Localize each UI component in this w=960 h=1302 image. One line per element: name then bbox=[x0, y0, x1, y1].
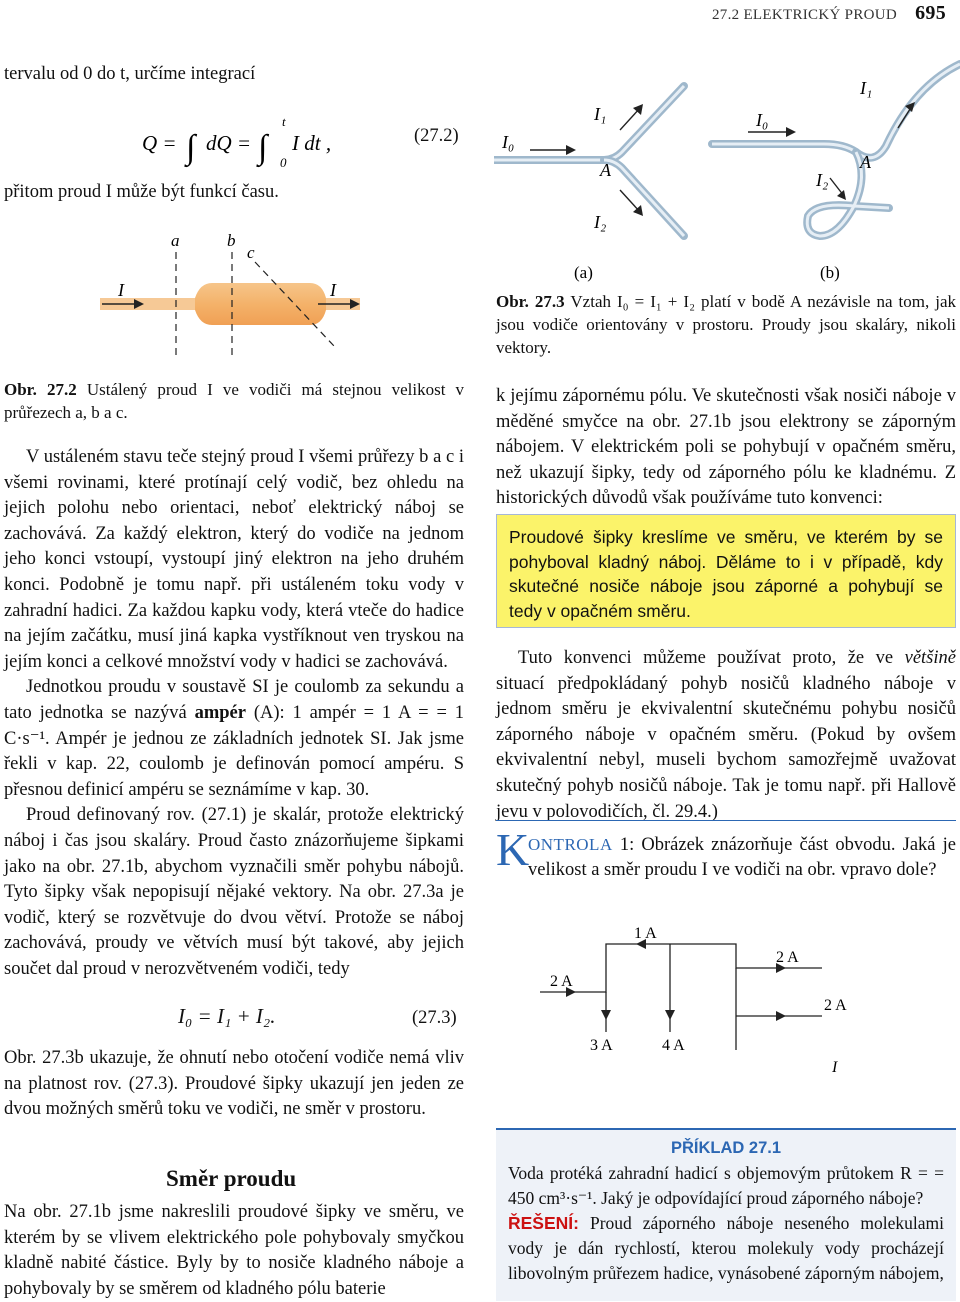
checkpoint-initial: K bbox=[496, 824, 530, 875]
svg-text:I₁: I₁ bbox=[594, 104, 607, 124]
svg-text:I₂: I₂ bbox=[816, 170, 829, 190]
example-title: PŘÍKLAD 27.1 bbox=[670, 1139, 782, 1157]
conductor-figure bbox=[100, 228, 360, 358]
solution: ŘEŠENÍ: Proud záporného náboje neseného molekulami vody je dán rychlostí, kterou molekuly vody procházejí libovolným průřezem hadice, vynásobené záporným nábojem, bbox=[508, 1213, 945, 1283]
svg-text:2 A: 2 A bbox=[550, 973, 573, 990]
figure-27-3-caption: Obr. 27.3 Vztah I₀ = I₁ + I₂ platí v bodě A nezávisle na tom, jak jsou vodiče orientovány v prostoru. Proudy jsou skaláry, nikoli vektory. bbox=[496, 292, 956, 357]
figure-27-2 bbox=[100, 228, 360, 358]
svg-text:(b): (b) bbox=[820, 263, 840, 282]
paragraph-negative-carriers: k jejímu zápornému pólu. Ve skutečnosti však nosiči náboje v měděné smyčce na obr. 27.1b jsou elektrony se záporným nábojem. V elektrickém poli se pohybují v opačném směru, než ukazují šipky, tedy od záporného pólu ke kladnému. Z historických důvodů však používáme tuto konvenci: bbox=[496, 386, 956, 509]
section-title: 27.2 ELEKTRICKÝ PROUD bbox=[711, 7, 898, 23]
label-I-left: I bbox=[118, 280, 124, 300]
junction-b bbox=[712, 64, 960, 282]
equation-27-3: I₀ = I₁ + I₂. bbox=[178, 1004, 276, 1028]
junction-figure bbox=[494, 56, 960, 286]
label-c: c bbox=[247, 243, 255, 262]
svg-text:∫: ∫ bbox=[186, 129, 196, 166]
svg-text:(a): (a) bbox=[574, 263, 593, 282]
paragraph-direction: Na obr. 27.1b jsme nakreslili proudové šipky ve směru, ve kterém by se vlivem elektrického pole pohybovaly smyčkou kladně nabité částice. Byly by to nosiče kladného náboje a pohybovaly by se směrem od kladného pólu baterie bbox=[4, 1202, 464, 1299]
example-box bbox=[496, 1128, 956, 1301]
equation-number-27-3: (27.3) bbox=[412, 1008, 457, 1028]
left-body bbox=[4, 445, 464, 982]
caption-label: Obr. 27.2 bbox=[4, 380, 77, 399]
svg-text:I₁: I₁ bbox=[860, 78, 873, 98]
intro-text: tervalu od 0 do t, určíme integrací bbox=[4, 64, 256, 84]
paragraph-scalar: Proud definovaný rov. (27.1) je skalár, protože elektrický náboj i čas jsou skaláry. Proud často znázorňujeme šipkami jako na obr. 27.1b, abychom vyznačili směr pohybu nábojů. Tyto šipky však nepopisují nějaké vektory. Na obr. 27.3a je vodič, který se rozvětvuje do dvou větví. Protože se náboj zachovává, proudy ve větvích musí být takové, aby jejich součet dal proud v nerozvětveném vodiči, tedy bbox=[4, 805, 464, 979]
lower-limit: 0 bbox=[280, 155, 287, 170]
paragraph-convention: Tuto konvenci můžeme používat proto, že ve většině situací předpokládaný pohyb nosičů kladného náboje v jednom směru je ekvivalentní skutečnému pohybu nosičů záporného náboje v opačném směru. (Pokud by ovšem ekvivalentní nebyl, museli bychom samozřejmě uvažovat skutečný pohyb nosičů náboje. Tak je tomu např. při Hallově jevu v polovodičích, čl. 29.4.) bbox=[496, 648, 956, 822]
svg-text:A: A bbox=[860, 152, 871, 172]
label-b: b bbox=[227, 231, 236, 250]
svg-text:A: A bbox=[600, 160, 611, 180]
equation-number-27-2: (27.2) bbox=[414, 126, 459, 146]
subheading-current-direction: Směr proudu bbox=[166, 1166, 297, 1191]
convention-box: Proudové šipky kreslíme ve směru, ve kterém by se pohyboval kladný náboj. Děláme to i v případě, kdy skutečné nosiče náboje jsou záporné a pohybují se tedy v opačném směru. bbox=[496, 514, 956, 628]
caption-text: Ustálený proud I ve vodiči má stejnou velikost v průřezech a, b a c. bbox=[4, 380, 465, 422]
svg-text:1 A: 1 A bbox=[634, 925, 657, 942]
svg-text:2 A: 2 A bbox=[776, 949, 799, 966]
circuit-diagram bbox=[540, 920, 880, 1080]
label-I-right: I bbox=[330, 280, 336, 300]
upper-limit: t bbox=[282, 114, 286, 129]
paragraph-ampere: Jednotkou proudu v soustavě SI je coulomb za sekundu a tato jednotka se nazývá ampér (A): 1 ampér = 1 A = = 1 C·s⁻¹. Ampér je jednou ze základních jednotek SI. Jak jsme řekli v kap. 22, coulomb je definován pomocí ampéru. S přesnou definicí ampéru se seznámíme v kap. 30. bbox=[4, 677, 464, 800]
svg-text:Q =: Q = bbox=[142, 131, 177, 155]
svg-text:2 A: 2 A bbox=[824, 997, 847, 1014]
page-number: 695 bbox=[915, 2, 946, 24]
svg-text:I dt ,: I dt , bbox=[292, 131, 332, 155]
svg-text:4 A: 4 A bbox=[662, 1037, 685, 1054]
example-text: Voda protéká zahradní hadicí s objemovým průtokem R = = 450 cm³·s⁻¹. Jaký je odpovídající proud záporného náboje? bbox=[508, 1163, 944, 1208]
thick-wire-section bbox=[195, 283, 326, 325]
paragraph-bending: Obr. 27.3b ukazuje, že ohnutí nebo otočení vodiče nemá vliv na platnost rov. (27.3). Proudové šipky ukazují jen jeden ze dvou možných směrů toku ve vodiči, ne směr v prostoru. bbox=[4, 1048, 464, 1120]
svg-text:∫: ∫ bbox=[258, 129, 268, 166]
svg-text:I₀: I₀ bbox=[502, 132, 515, 152]
circuit-svg bbox=[540, 920, 880, 1080]
svg-text:dQ =: dQ = bbox=[206, 131, 252, 155]
page-header bbox=[712, 2, 946, 25]
figure-27-3 bbox=[494, 56, 960, 286]
checkpoint-rule bbox=[496, 820, 956, 821]
junction-a bbox=[494, 86, 684, 282]
svg-text:I₀: I₀ bbox=[756, 110, 769, 130]
svg-text:I₂: I₂ bbox=[594, 212, 607, 232]
after-equation-text: přitom proud I může být funkcí času. bbox=[4, 182, 279, 202]
svg-text:3 A: 3 A bbox=[590, 1037, 613, 1054]
svg-text:I: I bbox=[832, 1059, 838, 1076]
label-a: a bbox=[171, 231, 180, 250]
figure-27-2-caption bbox=[4, 378, 464, 424]
checkpoint-text: ONTROLA 1: Obrázek znázorňuje část obvodu. Jaká je velikost a směr proudu I ve vodiči na obr. vpravo dole? bbox=[528, 835, 956, 880]
paragraph-steady-state: V ustáleném stavu teče stejný proud I všemi průřezy b a c i všemi rovinami, které protínají celý vodič, bez ohledu na jejich polohu nebo orientaci, neboť elektrický náboj se zachovává. Za každý elektron, který do vodiče na jednom jeho konci vstoupí, vystoupí jiný elektron na jeho druhém konci. Podobně je tomu např. při ustáleném toku vody v zahradní hadici. Za každou kapku vody, která vteče do hadice na jejím začátku, musí jiná kapka vystříknout ven tryskou na jejím konci a celkové množství vody v hadici se zachovává. bbox=[4, 447, 464, 672]
